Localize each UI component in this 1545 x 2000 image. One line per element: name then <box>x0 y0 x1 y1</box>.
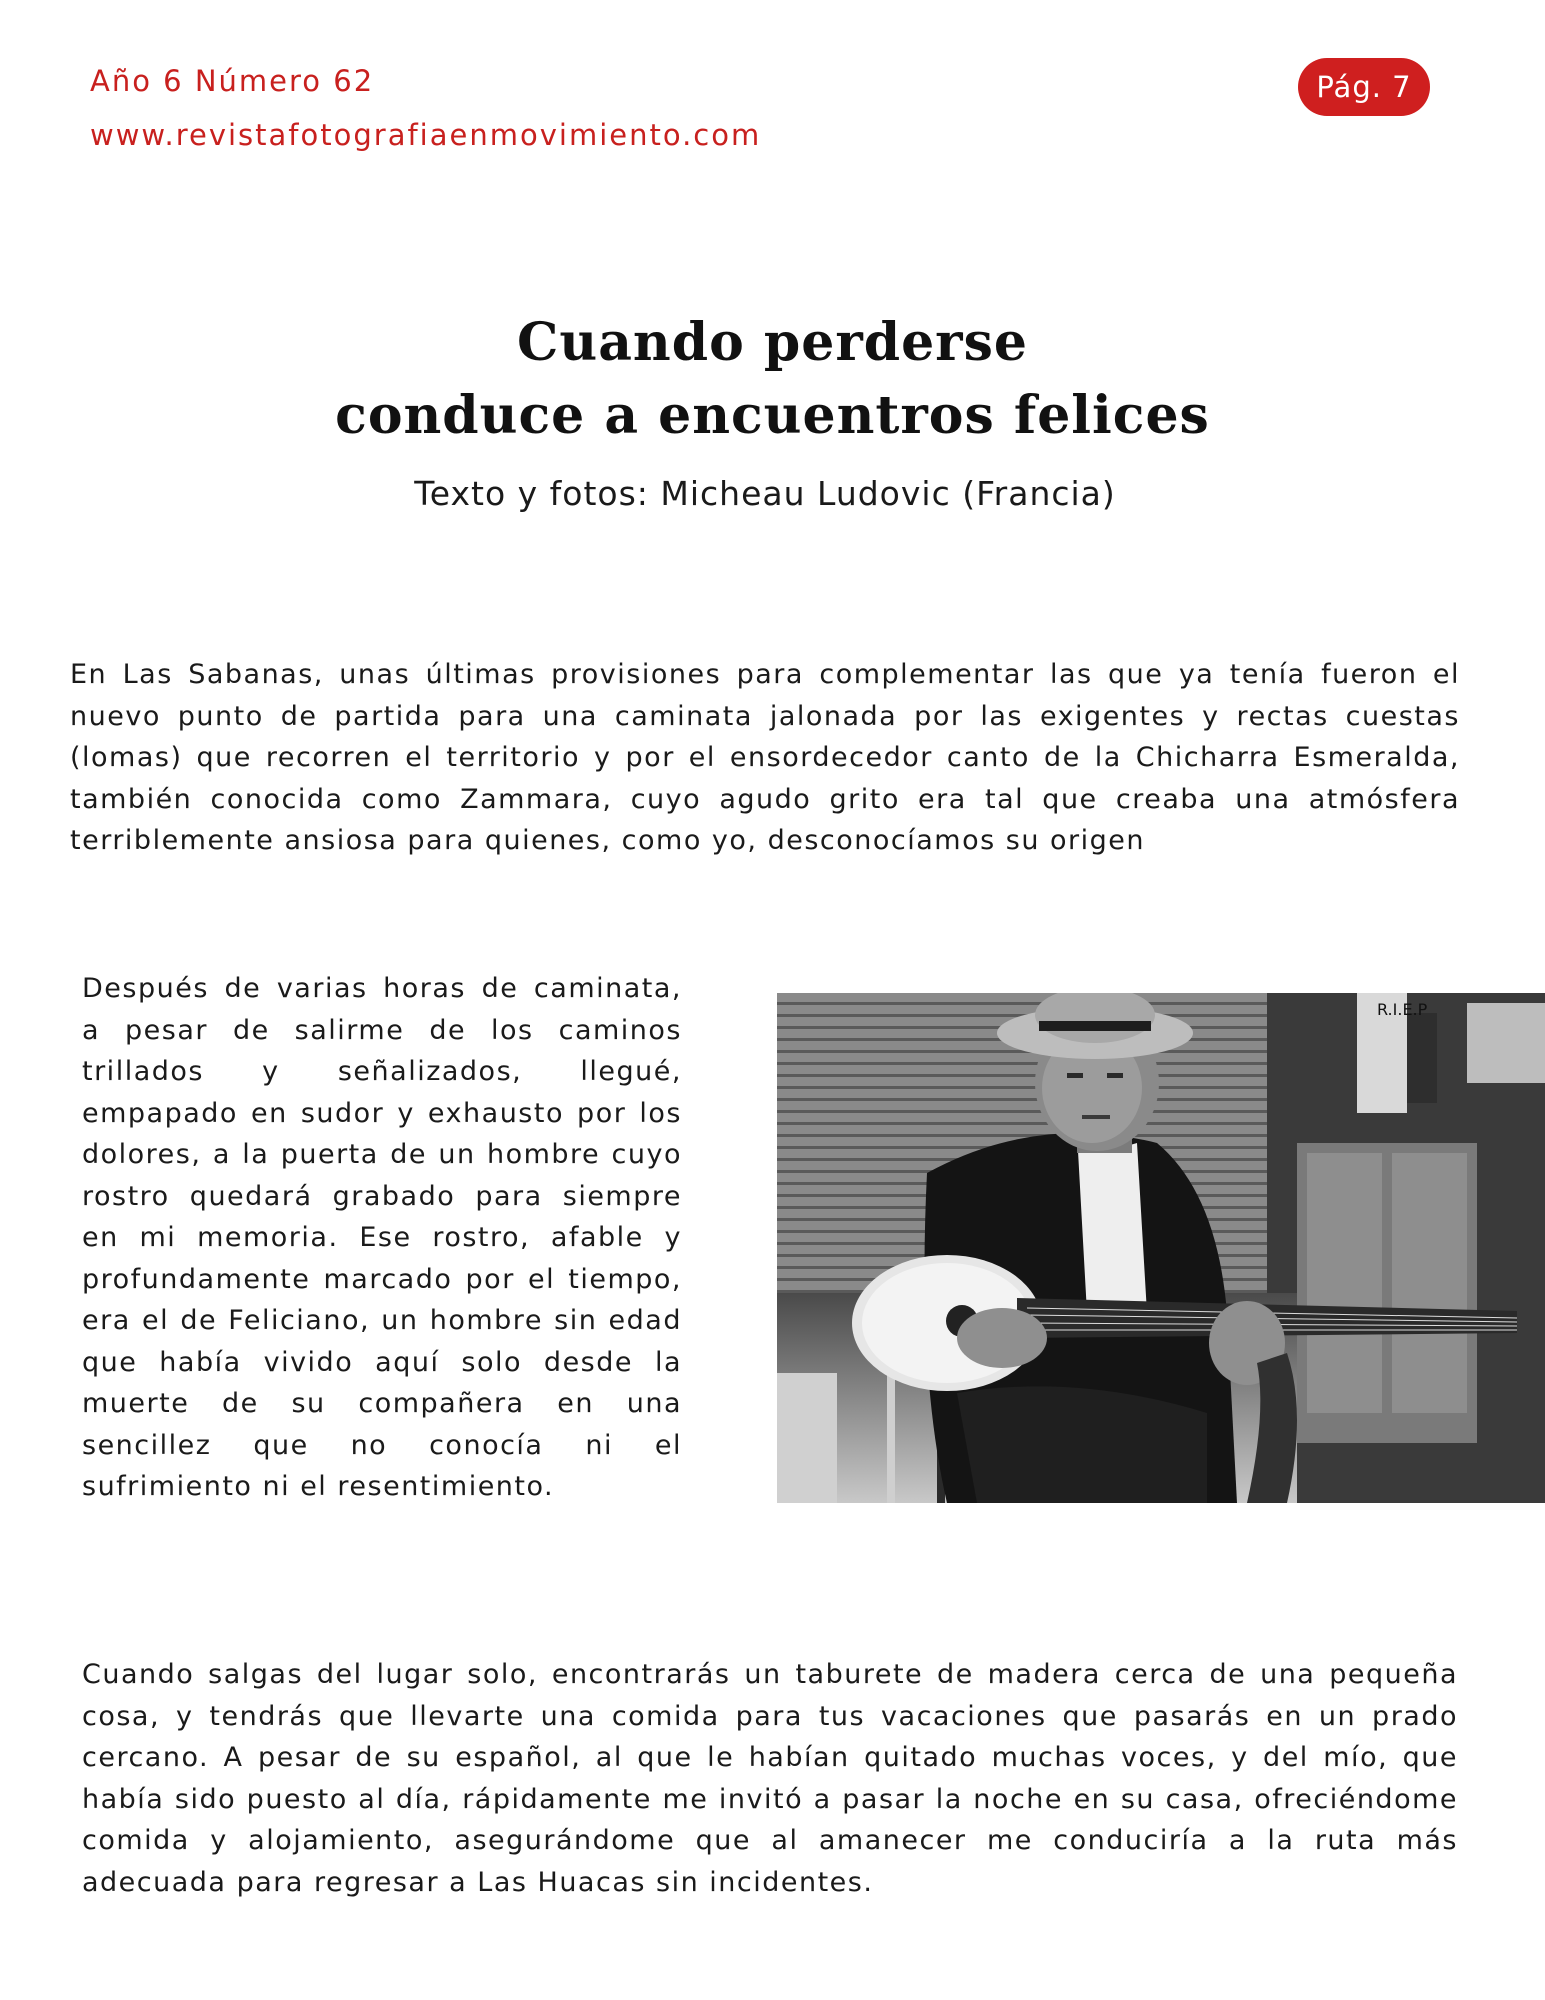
website-link[interactable]: www.revistafotografiaenmovimiento.com <box>90 118 762 152</box>
photo-sign-text: R.I.E.P <box>1377 1000 1428 1019</box>
page-number-badge: Pág. 7 <box>1298 58 1430 116</box>
paragraph-feliciano: Después de varias horas de caminata, a pesar de salirme de los caminos trillados y señalizados, llegué, empapado en sudor y exhausto por los dolores, a la puerta de un hombre cuyo rostro quedará grabado para siempre en mi memoria. Ese rostro, afable y profundamente marcado por el tiempo, era el de Feliciano, un hombre sin edad que había vivido aquí solo desde la muerte de su compañera en una sencillez que no conocía ni el sufrimiento ni el resentimiento. <box>82 973 682 1502</box>
paragraph-invitation: Cuando salgas del lugar solo, encontrarás un taburete de madera cerca de una pequeña cosa, y tendrás que llevarte una comida para tus vacaciones que pasarás en un prado cercano. A pesar de su español, al que le habían quitado muchas voces, y del mío, que había sido puesto al día, rápidamente me invitó a pasar la noche en su casa, ofreciéndome comida y alojamiento, asegurándome que al amanecer me conduciría a la ruta más adecuada para regresar a Las Huacas sin incidentes. <box>82 1659 1458 1898</box>
article-byline: Texto y fotos: Micheau Ludovic (Francia) <box>414 474 1116 513</box>
article-title <box>0 306 1545 452</box>
issue-label: Año 6 Número 62 <box>90 64 375 98</box>
article-title-line-2: conduce a encuentros felices <box>335 385 1210 446</box>
paragraph-intro: En Las Sabanas, unas últimas provisiones para complementar las que ya tenía fueron el nuevo punto de partida para una caminata jalonada por las exigentes y rectas cuestas (lomas) que recorren el territorio y por el ensordecedor canto de la Chicharra Esmeralda, también conocida como Zammara, cuyo agudo grito era tal que creaba una atmósfera terriblemente ansiosa para quienes, como yo, desconocíamos su origen <box>70 659 1460 856</box>
photo-old-man-guitar <box>777 993 1545 1503</box>
article-title-line-1: Cuando perderse <box>517 312 1028 373</box>
